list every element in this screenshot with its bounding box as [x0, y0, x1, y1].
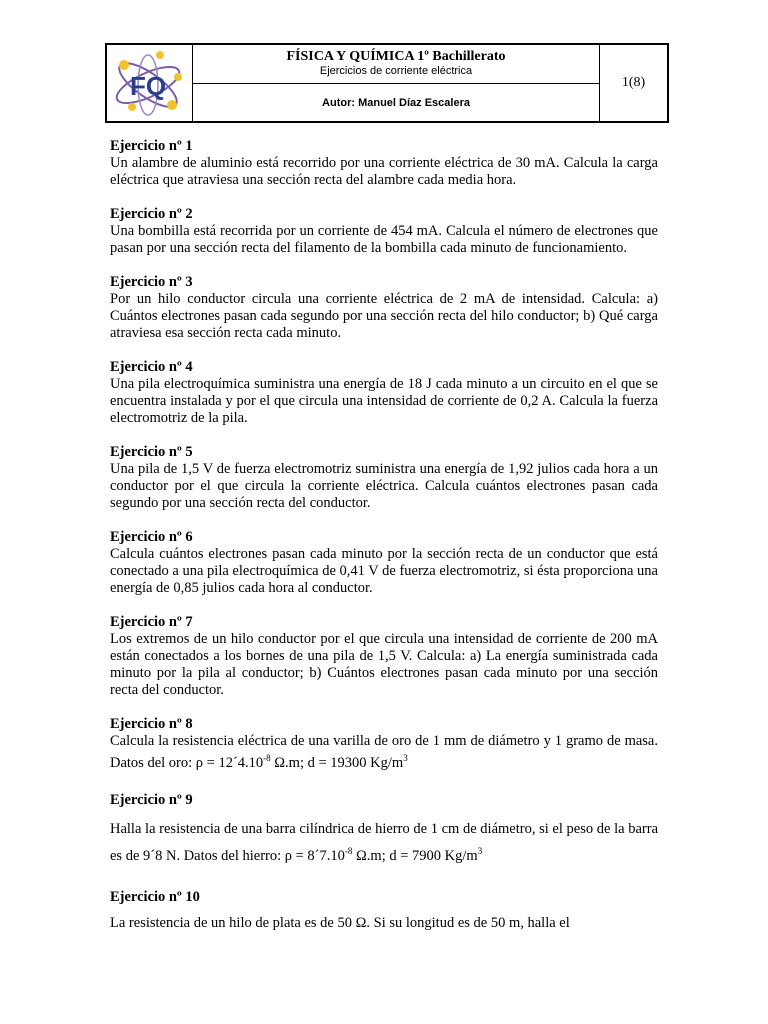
exercise-1 [110, 138, 658, 189]
density-value: Ω.m; d = 7900 Kg/m [352, 847, 478, 864]
document-author: Autor: Manuel Díaz Escalera [322, 96, 470, 109]
exercise-7 [110, 614, 658, 699]
resistivity-exponent: -8 [263, 753, 271, 763]
exercise-10 [110, 889, 658, 932]
exercise-body [110, 733, 658, 772]
exercise-8 [110, 716, 658, 772]
exercise-body: Por un hilo conductor circula una corriente eléctrica de 2 mA de intensidad. Calcula: a) Cuántos electrones pasan cada segundo por una sección recta del hilo conductor; b) Qué carga atraviesa esa sección recta cada minuto. [110, 291, 658, 341]
resistivity-value: ρ = 8´7.10 [284, 847, 345, 864]
density-value: Ω.m; d = 19300 Kg/m [270, 754, 404, 771]
title-cell [193, 45, 600, 121]
exercise-title: Ejercicio nº 2 [110, 206, 193, 222]
exercise-text: Halla la resistencia de una barra cilíndrica de hierro de 1 cm de diámetro, si el peso de la barra es de 9´8 N. Datos del hierro: [110, 820, 658, 864]
exercise-9 [110, 792, 658, 867]
exercise-title: Ejercicio nº 4 [110, 359, 193, 375]
resistivity-exponent: -8 [344, 845, 353, 856]
exercise-body: La resistencia de un hilo de plata es de 50 Ω. Si su longitud es de 50 m, halla el [110, 914, 570, 931]
exercise-title: Ejercicio nº 10 [110, 888, 200, 905]
logo [107, 45, 193, 121]
exercise-body: Calcula cuántos electrones pasan cada minuto por la sección recta de un conductor que está conectado a una pila electroquímica de 0,41 V de fuerza electromotriz, si ésta proporciona una energía de 0,85 julios cada hora al conductor. [110, 546, 658, 596]
exercise-text: Calcula la resistencia eléctrica de una varilla de oro de 1 mm de diámetro y 1 gramo de masa. Datos del oro: [110, 733, 658, 771]
exercise-body: Una bombilla está recorrida por un corriente de 454 mA. Calcula el número de electrones que pasan por una sección recta del filamento de la bombilla cada minuto de funcionamiento. [110, 223, 658, 256]
exercise-6 [110, 529, 658, 597]
resistivity-formula [284, 845, 483, 864]
exercise-body [110, 818, 658, 867]
exercise-title: Ejercicio nº 3 [110, 274, 193, 290]
exercise-title: Ejercicio nº 1 [110, 138, 193, 154]
exercise-title: Ejercicio nº 5 [110, 444, 193, 460]
exercise-list [110, 138, 658, 949]
logo-text: FQ [130, 71, 167, 101]
document-title: FÍSICA Y QUÍMICA 1º Bachillerato [286, 49, 506, 64]
exercise-4 [110, 359, 658, 427]
exercise-3 [110, 274, 658, 342]
page-number: 1(8) [621, 75, 646, 90]
exercise-body: Una pila electroquímica suministra una energía de 18 J cada minuto a un circuito en el que se encuentra instalada y por el que circula una intensidad de corriente de 0,2 A. Calcula la fuerza electromotriz de la pila. [110, 376, 658, 426]
exercise-body: Una pila de 1,5 V de fuerza electromotriz suministra una energía de 1,92 julios cada hora a un conductor por el que circula la corriente eléctrica. Calcula cuántos electrones pasan cada segundo por una sección recta del conductor. [110, 461, 658, 511]
density-exponent: 3 [477, 845, 483, 856]
density-exponent: 3 [403, 753, 408, 763]
resistivity-formula [196, 755, 408, 771]
title-block [193, 45, 599, 84]
exercise-title: Ejercicio nº 6 [110, 529, 193, 545]
atom-logo-icon [110, 47, 188, 121]
exercise-title: Ejercicio nº 7 [110, 614, 193, 630]
document-header [105, 43, 669, 123]
exercise-title: Ejercicio nº 8 [110, 716, 193, 732]
document-subtitle: Ejercicios de corriente eléctrica [319, 65, 473, 77]
exercise-2 [110, 206, 658, 257]
exercise-title: Ejercicio nº 9 [110, 791, 193, 808]
exercise-body: Un alambre de aluminio está recorrido por una corriente eléctrica de 30 mA. Calcula la carga eléctrica que atraviesa una sección recta del alambre cada media hora. [110, 155, 658, 188]
exercise-5 [110, 444, 658, 512]
resistivity-value: ρ = 12´4.10 [195, 754, 264, 771]
exercise-body: Los extremos de un hilo conductor por el que circula una intensidad de corriente de 200 mA están conectados a los bornes de una pila de 1,5 V. Calcula: a) La energía suministrada cada minuto por la pila al conductor; b) Cuántos electrones pasan cada minuto por una sección recta del conductor. [110, 631, 658, 698]
